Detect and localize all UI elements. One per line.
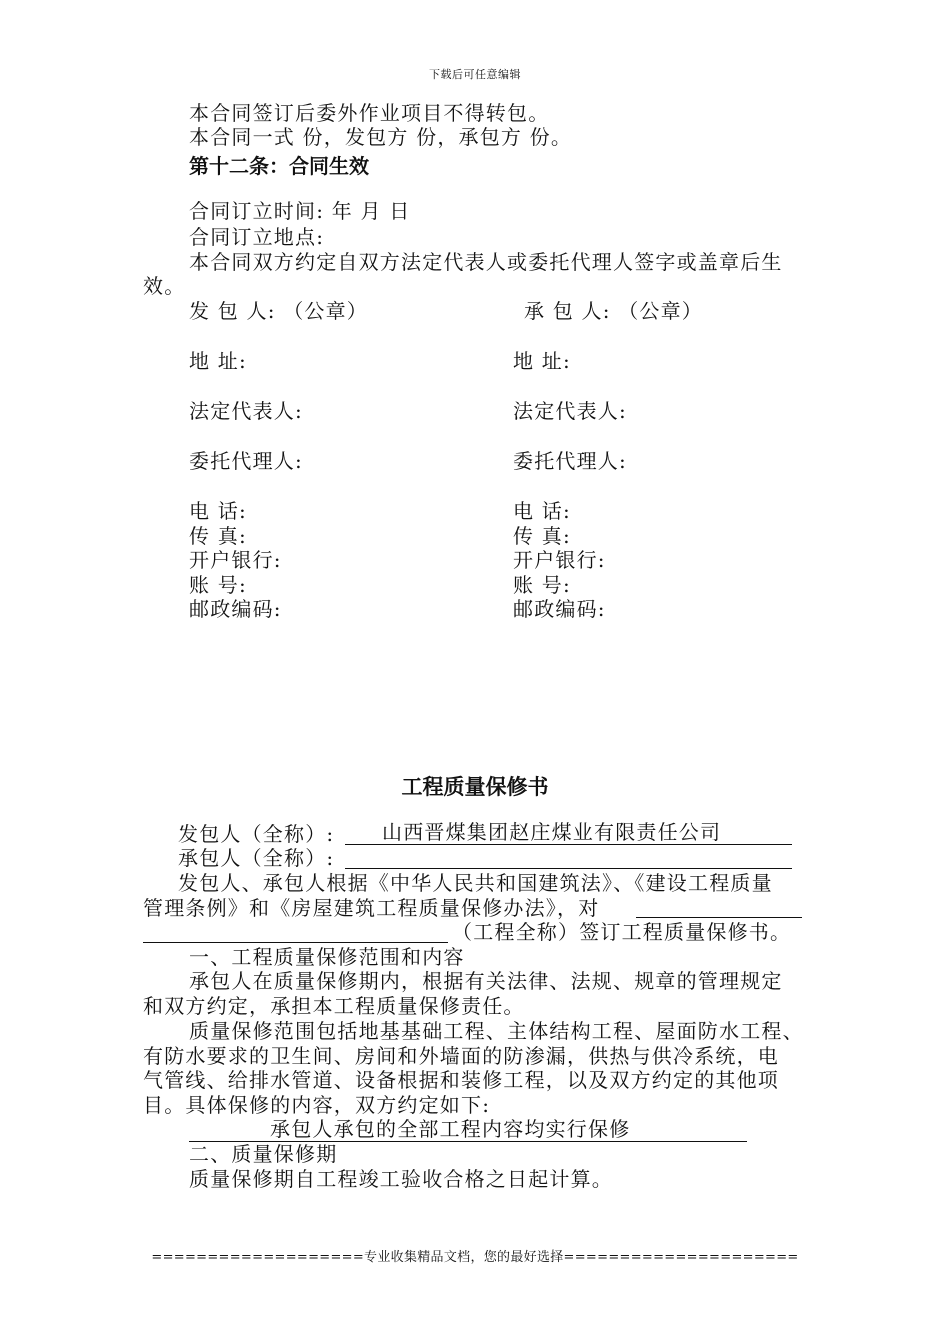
project-name-underline-1 bbox=[636, 917, 802, 918]
contractor-legal-rep-label: 法定代表人: bbox=[513, 399, 627, 423]
employer-fullname-value: 山西晋煤集团赵庄煤业有限责任公司 bbox=[382, 820, 722, 844]
intro-line-3: （工程全称）签订工程质量保修书。 bbox=[452, 920, 792, 944]
contractor-fax-label: 传 真: bbox=[513, 524, 571, 548]
agreed-warranty-content: 承包人承包的全部工程内容均实行保修 bbox=[270, 1117, 631, 1141]
contractor-seal-label: 承 包 人: （公章） bbox=[524, 299, 704, 323]
employer-legal-rep-label: 法定代表人: bbox=[189, 399, 303, 423]
contractor-fullname-underline bbox=[345, 868, 792, 869]
section-1-title: 一、工程质量保修范围和内容 bbox=[189, 945, 465, 969]
employer-postcode-label: 邮政编码: bbox=[189, 597, 282, 621]
effect-line-1: 本合同双方约定自双方法定代表人或委托代理人签字或盖章后生 bbox=[189, 250, 783, 274]
section-1-para-2-line-4: 目。具体保修的内容，双方约定如下: bbox=[143, 1093, 491, 1117]
effect-line-2: 效。 bbox=[143, 274, 186, 298]
project-name-underline-2 bbox=[143, 942, 448, 943]
section-1-para-2-line-2: 有防水要求的卫生间、房间和外墙面的防渗漏，供热与供冷系统，电 bbox=[143, 1044, 779, 1068]
employer-bank-label: 开户银行: bbox=[189, 548, 282, 572]
employer-fullname-label: 发包人（全称）: bbox=[178, 822, 335, 846]
page-footer: ===================专业收集精品文档，您的最好选择===================== bbox=[151, 1250, 799, 1265]
intro-line-2: 管理条例》和《房屋建筑工程质量保修办法》，对 bbox=[143, 896, 600, 920]
employer-account-label: 账 号: bbox=[189, 573, 247, 597]
contractor-account-label: 账 号: bbox=[513, 573, 571, 597]
warranty-title: 工程质量保修书 bbox=[401, 775, 549, 799]
intro-line-1: 发包人、承包人根据《中华人民共和国建筑法》、《建设工程质量 bbox=[178, 871, 773, 895]
employer-seal-label: 发 包 人: （公章） bbox=[189, 299, 369, 323]
page-header: 下载后可任意编辑 bbox=[429, 68, 521, 81]
contractor-bank-label: 开户银行: bbox=[513, 548, 606, 572]
section-1-para-2-line-1: 质量保修范围包括地基基础工程、主体结构工程、屋面防水工程、 bbox=[189, 1019, 804, 1043]
contractor-phone-label: 电 话: bbox=[513, 499, 571, 523]
section-2-para-1: 质量保修期自工程竣工验收合格之日起计算。 bbox=[189, 1167, 613, 1191]
sign-time-line: 合同订立时间: 年 月 日 bbox=[189, 199, 411, 223]
employer-phone-label: 电 话: bbox=[189, 499, 247, 523]
contractor-address-label: 地 址: bbox=[513, 349, 571, 373]
employer-address-label: 地 址: bbox=[189, 349, 247, 373]
section-1-para-1-line-1: 承包人在质量保修期内，根据有关法律、法规、规章的管理规定 bbox=[189, 969, 783, 993]
section-2-title: 二、质量保修期 bbox=[189, 1142, 338, 1166]
employer-fax-label: 传 真: bbox=[189, 524, 247, 548]
contractor-fullname-label: 承包人（全称）: bbox=[178, 846, 335, 870]
no-subcontract-line: 本合同签订后委外作业项目不得转包。 bbox=[189, 101, 550, 125]
copies-line: 本合同一式 份，发包方 份，承包方 份。 bbox=[189, 125, 573, 149]
section-1-para-1-line-2: 和双方约定，承担本工程质量保修责任。 bbox=[143, 994, 525, 1018]
contractor-agent-label: 委托代理人: bbox=[513, 449, 627, 473]
employer-fullname-underline bbox=[345, 844, 792, 845]
article-12-heading: 第十二条：合同生效 bbox=[189, 154, 369, 178]
sign-place-line: 合同订立地点: bbox=[189, 225, 325, 249]
section-1-para-2-line-3: 气管线、给排水管道、设备根据和装修工程，以及双方约定的其他项 bbox=[143, 1068, 779, 1092]
contractor-postcode-label: 邮政编码: bbox=[513, 597, 606, 621]
employer-agent-label: 委托代理人: bbox=[189, 449, 303, 473]
